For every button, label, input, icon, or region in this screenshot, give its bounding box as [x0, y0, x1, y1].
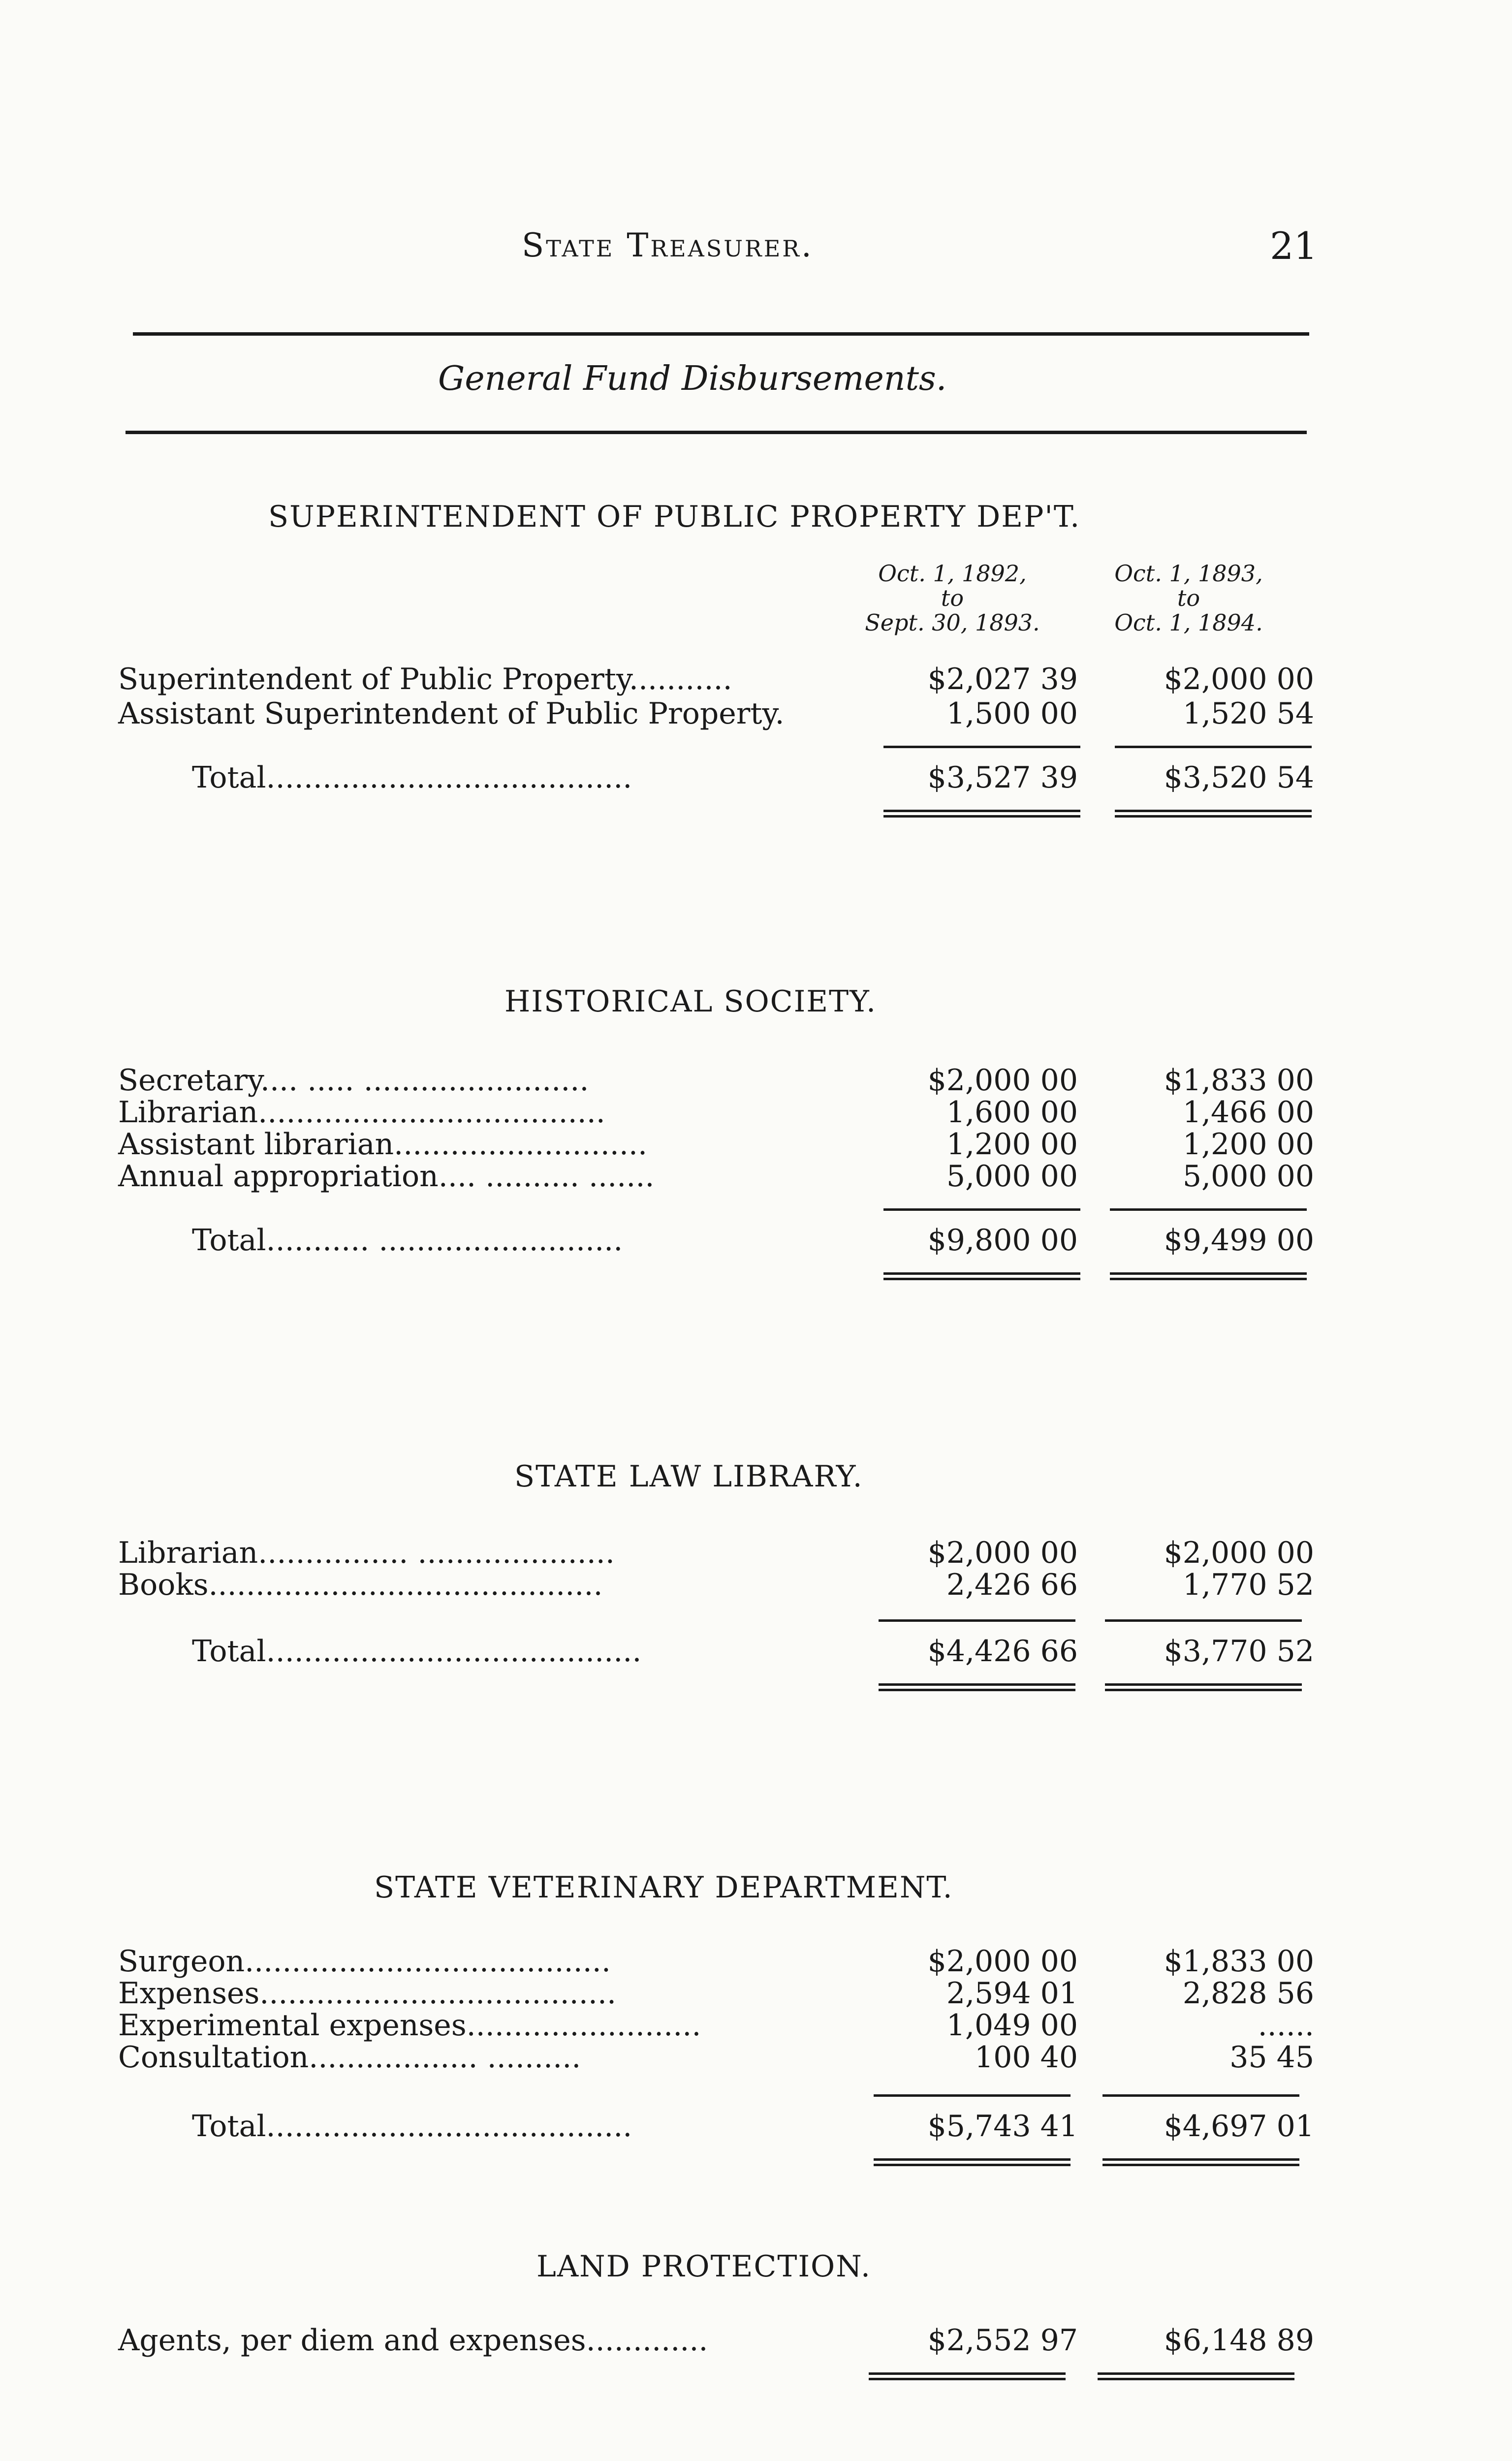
total-double-rule	[1115, 810, 1312, 818]
table-row	[118, 696, 1314, 731]
total-value-1894: $4,697 01	[1164, 2109, 1314, 2144]
table-row	[118, 2040, 1314, 2075]
row-value-1894: 1,466 00	[1182, 1095, 1314, 1130]
row-value-1894: $6,148 89	[1164, 2323, 1314, 2358]
sum-rule	[879, 1619, 1075, 1622]
row-value-1893: 2,594 01	[946, 1976, 1078, 2011]
sum-rule	[874, 2094, 1071, 2097]
total-value-1894: $3,770 52	[1164, 1634, 1314, 1669]
row-value-1893: $2,000 00	[927, 1063, 1078, 1098]
col1-date-start: Oct. 1, 1892,	[878, 560, 1027, 587]
total-label: Total........................................	[192, 1634, 642, 1669]
col1-to: to	[941, 585, 964, 611]
row-value-1894: 1,520 54	[1182, 696, 1314, 731]
table-row	[118, 2008, 1314, 2043]
running-header-title: State Treasurer.	[522, 226, 814, 264]
total-label: Total.......................................	[192, 2109, 632, 2144]
row-label: Agents, per diem and expenses.............	[118, 2323, 708, 2358]
row-label: Superintendent of Public Property...........	[118, 662, 732, 696]
row-label: Surgeon.......................................	[118, 1944, 611, 1979]
section-title-state-law-library: STATE LAW LIBRARY.	[514, 1459, 863, 1494]
row-label: Secretary.... ..... ........................	[118, 1063, 589, 1098]
table-row	[118, 1944, 1314, 1979]
row-label: Librarian.....................................	[118, 1095, 605, 1130]
total-label: Total........... ..........................	[192, 1223, 623, 1258]
total-double-rule	[874, 2158, 1071, 2166]
col1-date-end: Sept. 30, 1893.	[865, 609, 1040, 636]
total-row	[118, 1634, 1314, 1669]
table-row	[118, 1063, 1314, 1098]
row-value-1893: 1,200 00	[946, 1127, 1078, 1162]
row-label: Expenses......................................	[118, 1976, 617, 2011]
row-value-1893: $2,552 97	[927, 2323, 1078, 2358]
total-value-1893: $4,426 66	[927, 1634, 1078, 1669]
page-subtitle: General Fund Disbursements.	[438, 359, 947, 398]
sum-rule	[1115, 746, 1312, 748]
sum-rule	[1102, 2094, 1299, 2097]
col2-date-end: Oct. 1, 1894.	[1114, 609, 1263, 636]
total-value-1893: $5,743 41	[927, 2109, 1078, 2144]
sum-rule	[1105, 1619, 1302, 1622]
total-value-1893: $3,527 39	[927, 760, 1078, 795]
row-value-1894: $1,833 00	[1164, 1063, 1314, 1098]
header-rule	[133, 332, 1309, 336]
sum-rule	[883, 746, 1080, 748]
sum-rule	[1110, 1208, 1307, 1211]
table-row	[118, 1095, 1314, 1130]
row-value-1894: 1,200 00	[1182, 1127, 1314, 1162]
row-value-1893: 1,049 00	[946, 2008, 1078, 2043]
total-value-1893: $9,800 00	[927, 1223, 1078, 1258]
row-value-1893: 100 40	[975, 2040, 1078, 2075]
row-value-1893: 1,600 00	[946, 1095, 1078, 1130]
row-value-1893: $2,000 00	[927, 1944, 1078, 1979]
row-label: Consultation.................. ..........	[118, 2040, 581, 2075]
col2-to: to	[1177, 585, 1200, 611]
subtitle-rule	[126, 431, 1307, 434]
row-label: Annual appropriation.... .......... .......	[118, 1159, 655, 1194]
row-value-1894: ......	[1258, 2008, 1314, 2043]
row-label: Assistant librarian...........................	[118, 1127, 648, 1162]
row-label: Experimental expenses.........................	[118, 2008, 701, 2043]
section-title-superintendent: SUPERINTENDENT OF PUBLIC PROPERTY DEP'T.	[268, 500, 1081, 534]
column-header-1893	[844, 561, 1061, 635]
row-value-1893: 5,000 00	[946, 1159, 1078, 1194]
total-row	[118, 760, 1314, 795]
table-row	[118, 1536, 1314, 1570]
total-value-1894: $9,499 00	[1164, 1223, 1314, 1258]
row-label: Assistant Superintendent of Public Property.	[118, 696, 785, 731]
total-value-1894: $3,520 54	[1164, 760, 1314, 795]
row-value-1893: $2,027 39	[927, 662, 1078, 696]
table-row	[118, 2323, 1314, 2358]
row-value-1893: $2,000 00	[927, 1536, 1078, 1570]
row-value-1894: $1,833 00	[1164, 1944, 1314, 1979]
row-value-1894: 35 45	[1229, 2040, 1314, 2075]
table-row	[118, 1127, 1314, 1162]
section-title-land-protection: LAND PROTECTION.	[536, 2249, 871, 2284]
total-double-rule	[869, 2372, 1066, 2380]
row-value-1894: 1,770 52	[1182, 1568, 1314, 1602]
total-double-rule	[883, 1272, 1080, 1280]
row-value-1893: 2,426 66	[946, 1568, 1078, 1602]
total-double-rule	[883, 810, 1080, 818]
row-value-1894: $2,000 00	[1164, 1536, 1314, 1570]
row-label: Librarian................ .....................	[118, 1536, 615, 1570]
total-double-rule	[879, 1683, 1075, 1691]
total-double-rule	[1098, 2372, 1294, 2380]
total-row	[118, 2109, 1314, 2144]
total-double-rule	[1105, 1683, 1302, 1691]
column-header-1894	[1080, 561, 1297, 635]
sum-rule	[883, 1208, 1080, 1211]
row-value-1893: 1,500 00	[946, 696, 1078, 731]
row-value-1894: 5,000 00	[1182, 1159, 1314, 1194]
total-label: Total.......................................	[192, 760, 632, 795]
row-label: Books..........................................	[118, 1568, 603, 1602]
row-value-1894: $2,000 00	[1164, 662, 1314, 696]
table-row	[118, 1159, 1314, 1194]
table-row	[118, 1568, 1314, 1602]
table-row	[118, 1976, 1314, 2011]
total-double-rule	[1102, 2158, 1299, 2166]
section-title-historical-society: HISTORICAL SOCIETY.	[504, 984, 877, 1019]
table-row	[118, 662, 1314, 696]
section-title-state-veterinary: STATE VETERINARY DEPARTMENT.	[374, 1870, 953, 1905]
col2-date-start: Oct. 1, 1893,	[1114, 560, 1263, 587]
page-number: 21	[1270, 224, 1318, 268]
total-row	[118, 1223, 1314, 1258]
row-value-1894: 2,828 56	[1182, 1976, 1314, 2011]
total-double-rule	[1110, 1272, 1307, 1280]
